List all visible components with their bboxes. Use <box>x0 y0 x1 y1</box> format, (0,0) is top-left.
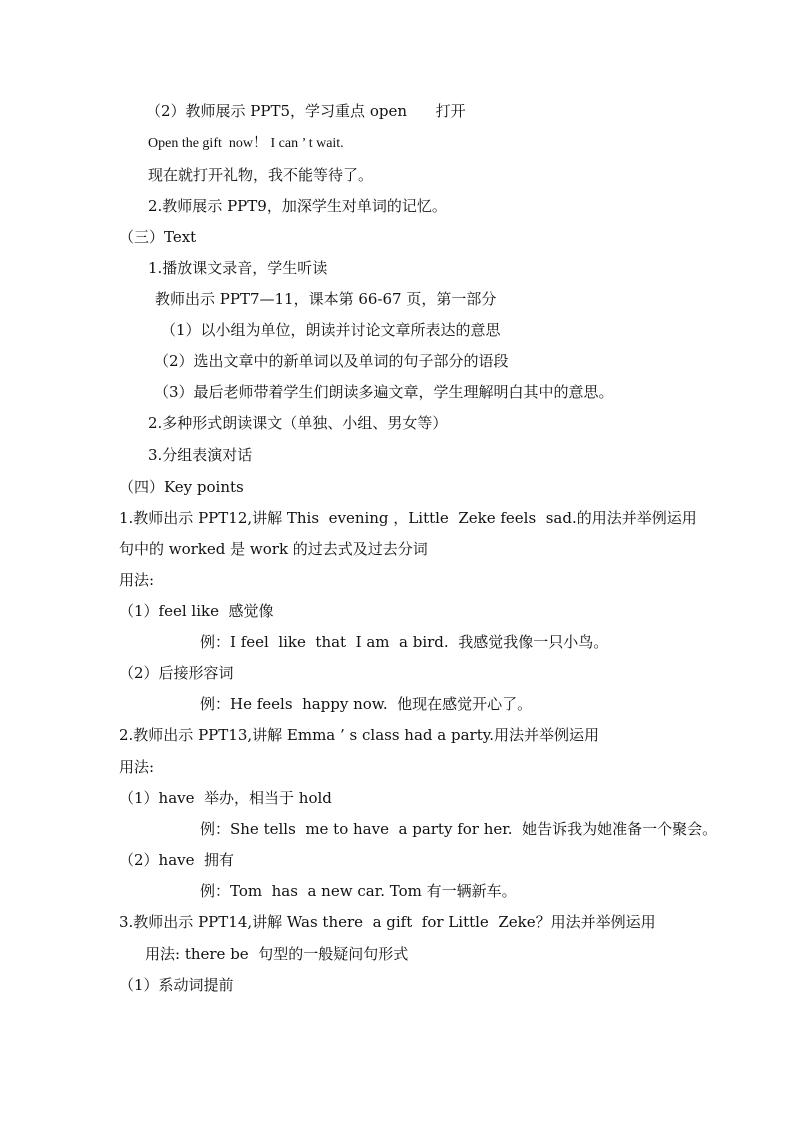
text-line: 现在就打开礼物，我不能等待了。 <box>148 166 374 184</box>
text-line: （1）have 举办，相当于 hold <box>119 789 332 807</box>
text-line: 2.教师出示 PPT13,讲解 Emma ’ s class had a party.用法并举例运用 <box>119 726 599 744</box>
text-line: Open the gift now！ I can ’ t wait. <box>148 136 344 151</box>
text-line: 2.教师展示 PPT9，加深学生对单词的记忆。 <box>148 197 447 215</box>
text-line: （1）以小组为单位，朗读并讨论文章所表达的意思 <box>161 321 501 339</box>
text-line: 3.分组表演对话 <box>148 446 253 464</box>
text-line: （2）后接形容词 <box>119 664 234 682</box>
text-line: （2）have 拥有 <box>119 851 235 869</box>
text-line: （3）最后老师带着学生们朗读多遍文章，学生理解明白其中的意思。 <box>154 383 614 401</box>
text-line: （1）系动词提前 <box>119 976 234 994</box>
text-line: 1.教师出示 PPT12,讲解 This evening ，Little Zeke feels sad.的用法并举例运用 <box>119 509 697 527</box>
text-line: 用法: <box>119 571 155 589</box>
example-line: 例：He feels happy now. 他现在感觉开心了。 <box>200 695 533 713</box>
text-line: 1.播放课文录音，学生听读 <box>148 259 328 277</box>
section-heading: （四）Key points <box>119 478 244 496</box>
text-line: 教师出示 PPT7—11，课本第 66-67 页，第一部分 <box>155 290 497 308</box>
text-line: 用法: <box>119 758 155 776</box>
section-heading: （三）Text <box>119 228 197 246</box>
example-line: 例：She tells me to have a party for her. 她告诉我为她准备一个聚会。 <box>200 820 718 838</box>
text-line: （2）选出文章中的新单词以及单词的句子部分的语段 <box>154 352 509 370</box>
text-line: （2）教师展示 PPT5，学习重点 open 打开 <box>146 102 466 120</box>
example-line: 例：Tom has a new car. Tom 有一辆新车。 <box>200 882 517 900</box>
text-line: （1）feel like 感觉像 <box>119 602 274 620</box>
example-line: 例：I feel like that I am a bird. 我感觉我像一只小鸟。 <box>200 633 609 651</box>
text-line: 2.多种形式朗读课文（单独、小组、男女等） <box>148 414 448 432</box>
text-line: 3.教师出示 PPT14,讲解 Was there a gift for Little Zeke？用法并举例运用 <box>119 913 656 931</box>
text-line: 句中的 worked 是 work 的过去式及过去分词 <box>119 540 428 558</box>
text-line: 用法: there be 句型的一般疑问句形式 <box>145 945 409 963</box>
